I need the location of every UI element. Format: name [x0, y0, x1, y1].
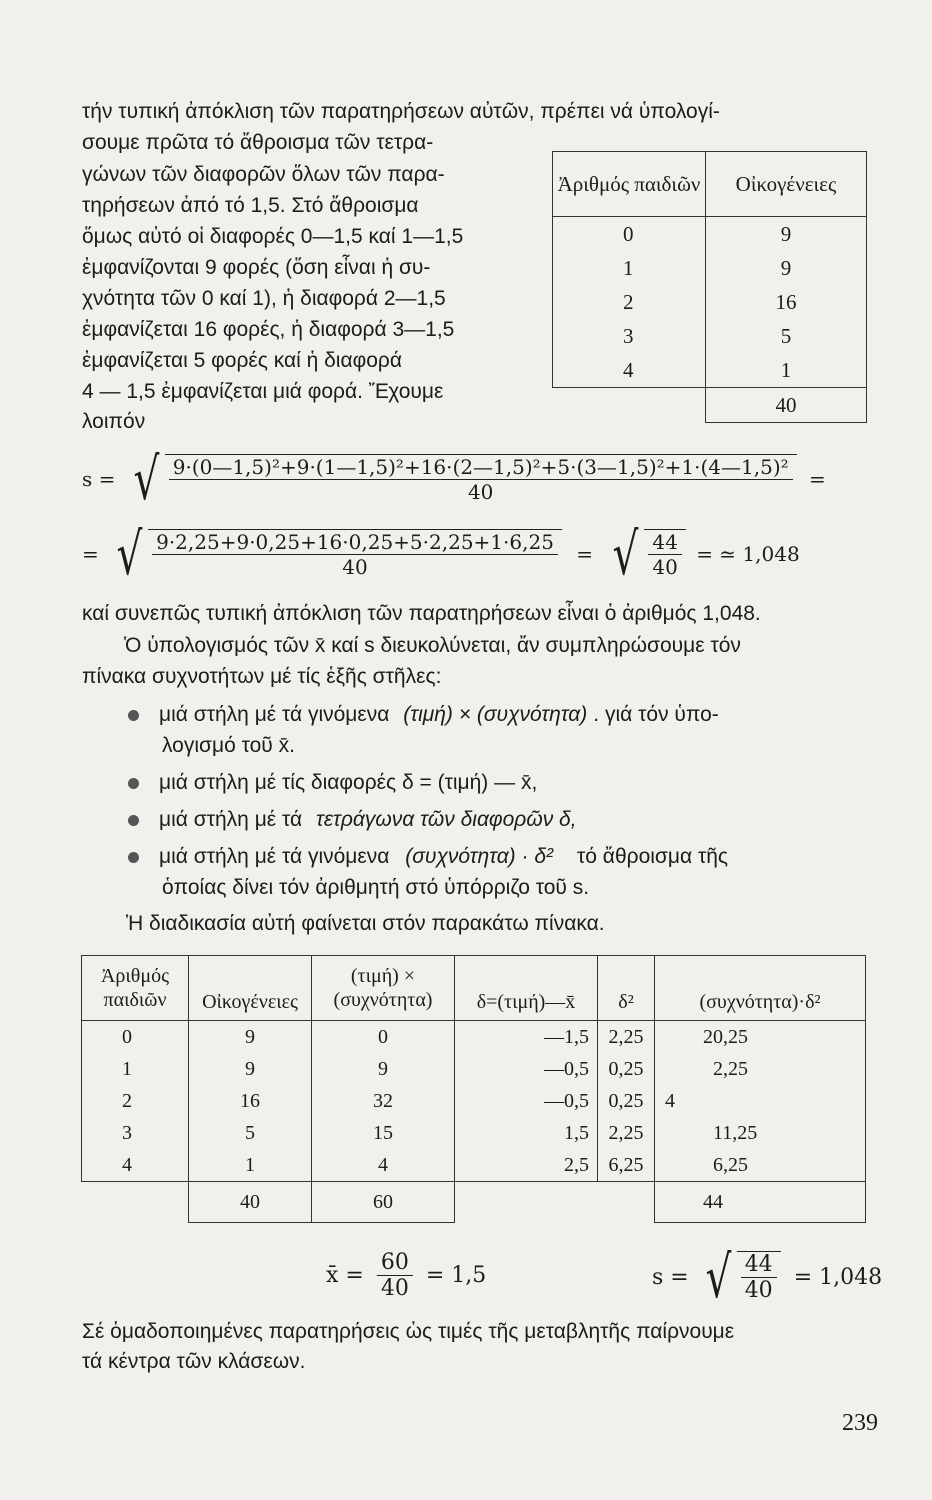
bullet-icon — [128, 778, 139, 789]
t2-cell: 2,25 — [598, 1021, 655, 1054]
explanation-line-1: Ὁ ὑπολογισμός τῶν x̄ καί s διευκολύνεται, ἄν συμπληρώσουμε τόν — [124, 634, 741, 657]
t1-cell: 1 — [706, 353, 867, 388]
formula2-result: = ≃ 1,048 — [696, 542, 800, 566]
mean-lhs: x̄ = — [326, 1263, 364, 1288]
bullet-1-text: μιά στήλη μέ τά γινόμενα — [159, 703, 390, 726]
t2-cell: 32 — [312, 1085, 455, 1117]
process-line: Ἡ διαδικασία αὐτή φαίνεται στόν παρακάτω πίνακα. — [126, 912, 605, 935]
bullet-2-text: μιά στήλη μέ τίς διαφορές δ = (τιμή) — x̄, — [159, 771, 538, 794]
table-row — [553, 285, 867, 319]
t2-cell: 9 — [189, 1053, 312, 1085]
table-row — [82, 1021, 866, 1054]
t2-cell: 4 — [82, 1149, 189, 1182]
t2-cell: 5 — [189, 1117, 312, 1149]
intro-line-3: γώνων τῶν διαφορῶν ὅλων τῶν παρα- — [82, 163, 445, 186]
bullet-item-2 — [128, 771, 537, 795]
t2-cell: 2,25 — [598, 1117, 655, 1149]
bullet-item-1 — [128, 703, 719, 727]
intro-line-1: τήν τυπική ἀπόκλιση τῶν παρατηρήσεων αὐτῶν, πρέπει νά ὑπολογί- — [82, 100, 720, 123]
table-row — [553, 217, 867, 252]
t2-header: (συχνότητα)·δ² — [655, 956, 866, 1021]
formula1-lhs: s = — [82, 467, 116, 491]
note-line-1: Σέ ὁμαδοποιημένες παρατηρήσεις ὡς τιμές τῆς μεταβλητῆς παίρνουμε — [82, 1320, 735, 1343]
page-number: 239 — [842, 1410, 878, 1436]
intro-line-9: ἐμφανίζεται 5 φορές καί ἡ διαφορά — [82, 349, 402, 372]
formula1-numerator: 9·(0—1,5)²+9·(1—1,5)²+16·(2—1,5)²+5·(3—1,5)²+1·(4—1,5)² — [169, 455, 793, 480]
t2-cell: 0 — [82, 1021, 189, 1054]
t2-header: δ² — [598, 956, 655, 1021]
bullet-item-3 — [128, 808, 577, 832]
std-num: 44 — [741, 1252, 777, 1278]
t2-cell: 20,25 — [655, 1021, 866, 1054]
t2-cell: 1 — [189, 1149, 312, 1182]
std-value: = 1,048 — [793, 1264, 883, 1290]
t2-cell: 0 — [312, 1021, 455, 1054]
intro-line-7: χνότητα τῶν 0 καί 1), ἡ διαφορά 2—1,5 — [82, 287, 446, 310]
t2-header: (τιμή) × (συχνότητα) — [312, 956, 455, 1021]
t2-header: Ἀριθμός παιδιῶν — [82, 956, 189, 1021]
intro-line-4: τηρήσεων ἀπό τό 1,5. Στό ἄθροισμα — [82, 194, 419, 217]
frequency-table — [552, 151, 867, 423]
t1-cell: 2 — [553, 285, 706, 319]
t2-cell: —0,5 — [455, 1085, 598, 1117]
sqrt-sign: √ — [612, 520, 639, 588]
t2-cell: 2 — [82, 1085, 189, 1117]
t2-header: Οἰκογένειες — [189, 956, 312, 1021]
formula2-denominator: 40 — [342, 555, 368, 579]
t2-cell: 6,25 — [655, 1149, 866, 1182]
bullet-item-4-cont: ὁποίας δίνει τόν ἀριθμητή στό ὑπόρριζο τοῦ s. — [162, 876, 590, 899]
t1-header-families: Οἰκογένειες — [706, 152, 867, 217]
table-total-row — [82, 1182, 866, 1223]
t2-cell: 1 — [82, 1053, 189, 1085]
std-result — [652, 1243, 883, 1311]
t2-total: 44 — [655, 1182, 866, 1223]
std-formula-2 — [82, 520, 800, 588]
t2-total: 40 — [189, 1182, 312, 1223]
mean-num: 60 — [377, 1250, 413, 1276]
t1-cell: 3 — [553, 319, 706, 353]
formula2-numerator: 9·2,25+9·0,25+16·0,25+5·2,25+1·6,25 — [152, 530, 558, 555]
bullet-4-tail: τό ἄθροισμα τῆς — [577, 845, 729, 868]
bullet-4-text: μιά στήλη μέ τά γινόμενα — [159, 845, 390, 868]
t2-cell: 3 — [82, 1117, 189, 1149]
t1-cell: 9 — [706, 217, 867, 252]
std-lhs: s = — [652, 1264, 689, 1290]
t1-cell: 16 — [706, 285, 867, 319]
std-formula-1 — [82, 445, 826, 513]
intro-line-8: ἐμφανίζεται 16 φορές, ἡ διαφορά 3—1,5 — [82, 318, 455, 341]
conclusion-line: καί συνεπῶς τυπική ἀπόκλιση τῶν παρατηρήσεων εἶναι ὁ ἀριθμός 1,048. — [82, 602, 761, 625]
t1-cell: 5 — [706, 319, 867, 353]
formula2-eq: = — [576, 542, 594, 566]
bullet-4-italic: (συχνότητα) · δ² — [405, 845, 553, 868]
table-row — [82, 1117, 866, 1149]
t1-cell: 1 — [553, 251, 706, 285]
bullet-3-italic: τετράγωνα τῶν διαφορῶν δ, — [315, 808, 577, 831]
bullet-item-4 — [128, 845, 728, 869]
mean-value: = 1,5 — [425, 1263, 487, 1288]
table-row — [553, 353, 867, 388]
calculation-table — [81, 955, 866, 1223]
t2-cell: 9 — [189, 1021, 312, 1054]
t2-header: δ=(τιμή)—x̄ — [455, 956, 598, 1021]
bullet-item-1-cont: λογισμό τοῦ x̄. — [162, 734, 295, 757]
t2-cell: 4 — [312, 1149, 455, 1182]
formula2-lhs: = — [82, 542, 99, 566]
t2-cell: 2,5 — [455, 1149, 598, 1182]
table-row — [553, 319, 867, 353]
t2-cell: 9 — [312, 1053, 455, 1085]
sqrt-sign: √ — [133, 445, 160, 513]
intro-line-6: ἐμφανίζονται 9 φορές (ὅση εἶναι ἡ συ- — [82, 256, 431, 279]
t1-header-children: Ἀριθμός παιδιῶν — [553, 152, 706, 217]
t2-cell: 4 — [655, 1085, 866, 1117]
t2-cell: 11,25 — [655, 1117, 866, 1149]
t1-cell: 0 — [553, 217, 706, 252]
t2-cell: —1,5 — [455, 1021, 598, 1054]
formula2-den2: 40 — [652, 555, 678, 579]
table-row — [82, 1085, 866, 1117]
formula1-tail: = — [809, 467, 826, 491]
mean-den: 40 — [380, 1276, 409, 1301]
t1-cell: 4 — [553, 353, 706, 388]
t2-cell: 0,25 — [598, 1053, 655, 1085]
mean-result — [326, 1250, 486, 1301]
note-line-2: τά κέντρα τῶν κλάσεων. — [82, 1350, 306, 1373]
t2-cell: 6,25 — [598, 1149, 655, 1182]
formula1-denominator: 40 — [467, 480, 494, 504]
intro-line-10: 4 — 1,5 ἐμφανίζεται μιά φορά. Ἔχουμε — [82, 380, 444, 403]
explanation-line-2: πίνακα συχνοτήτων μέ τίς ἑξῆς στῆλες: — [82, 665, 442, 688]
t2-cell: 2,25 — [655, 1053, 866, 1085]
sqrt-sign: √ — [116, 520, 143, 588]
bullet-1-italic: (τιμή) × (συχνότητα) — [403, 703, 588, 726]
t2-cell: 16 — [189, 1085, 312, 1117]
intro-line-2: σουμε πρῶτα τό ἄθροισμα τῶν τετρα- — [82, 131, 434, 154]
table-row — [82, 1053, 866, 1085]
bullet-icon — [128, 710, 139, 721]
t2-cell: 15 — [312, 1117, 455, 1149]
formula2-num2: 44 — [648, 530, 681, 555]
sqrt-sign: √ — [705, 1243, 732, 1311]
bullet-icon — [128, 815, 139, 826]
bullet-1-tail: . γιά τόν ὑπο- — [593, 703, 719, 726]
std-den: 40 — [744, 1278, 773, 1303]
t2-cell: 0,25 — [598, 1085, 655, 1117]
bullet-3-text: μιά στήλη μέ τά — [159, 808, 303, 831]
table-row — [82, 1149, 866, 1182]
intro-line-11: λοιπόν — [82, 410, 146, 433]
t2-cell: 1,5 — [455, 1117, 598, 1149]
t2-cell: —0,5 — [455, 1053, 598, 1085]
t1-cell: 9 — [706, 251, 867, 285]
intro-line-5: ὅμως αὐτό οἱ διαφορές 0—1,5 καί 1—1,5 — [82, 225, 464, 248]
table-row — [553, 251, 867, 285]
t2-total: 60 — [312, 1182, 455, 1223]
bullet-icon — [128, 852, 139, 863]
table-total-row — [553, 388, 867, 423]
t1-total: 40 — [706, 388, 867, 423]
